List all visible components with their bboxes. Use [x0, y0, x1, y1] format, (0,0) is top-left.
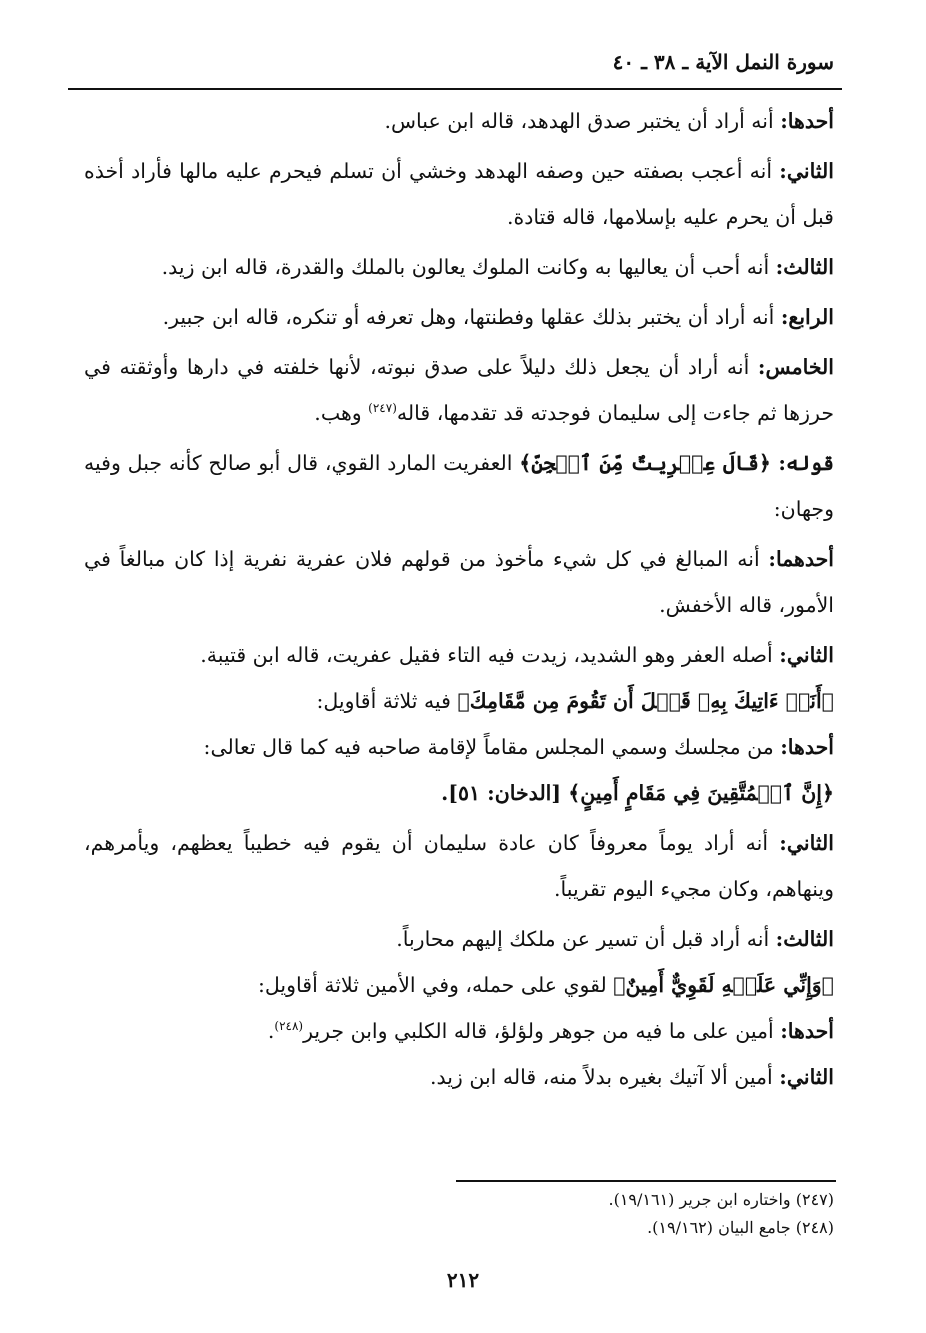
- paragraph-7: [84, 536, 834, 628]
- paragraph-text: أمين ألا آتيك بغيره بدلاً منه، قاله ابن زيد.: [429, 1065, 780, 1089]
- quran-verse: ﴿أَنَا۠ ءَاتِيكَ بِهِۦ قَبۡلَ أَن تَقُومَ مِن مَّقَامِكَ﴾: [457, 689, 834, 713]
- paragraph-text: العفريت المارد القوي، قال أبو صالح كأنه جبل وفيه وجهان:: [84, 451, 834, 521]
- paragraph-lead: الخامس:: [757, 355, 834, 379]
- paragraph-lead: قوله:: [778, 451, 835, 475]
- paragraph-text: أنه أراد يوماً معروفاً كان عادة سليمان أن يقوم فيه خطيباً يعظهم، ويأمرهم، وينهاهم، وكان مجيء اليوم تقريباً.: [84, 831, 834, 901]
- footnote-2: [434, 1214, 834, 1242]
- paragraph-16: [84, 1054, 834, 1100]
- running-header: سورة النمل الآية ـ ٣٨ ـ ٤٠: [612, 50, 834, 74]
- paragraph-9: [84, 678, 834, 724]
- paragraph-lead: الثالث:: [775, 927, 834, 951]
- paragraph-lead: الثاني:: [779, 643, 834, 667]
- paragraph-12: [84, 820, 834, 912]
- paragraph-text: أمين على ما فيه من جوهر ولؤلؤ، قاله الكلبي وابن جرير: [303, 1019, 781, 1043]
- paragraph-text: أنه أراد أن يختبر صدق الهدهد، قاله ابن عباس.: [384, 109, 781, 133]
- paragraph-text: أنه أحب أن يعاليها به وكانت الملوك يعالون بالملك والقدرة، قاله ابن زيد.: [161, 255, 776, 279]
- footnote-number: (٢٤٧): [795, 1190, 834, 1209]
- paragraph-text: أنه المبالغ في كل شيء مأخوذ من قولهم فلان عفرية نفرية إذا كان مبالغاً في الأمور، قاله الأخفش.: [84, 547, 834, 617]
- paragraph-text: أنه أراد قبل أن تسير عن ملكك إليهم محارباً.: [396, 927, 776, 951]
- paragraph-14: [84, 962, 834, 1008]
- footnotes: [434, 1186, 834, 1242]
- paragraph-lead: الثاني:: [779, 1065, 834, 1089]
- footnote-number: (٢٤٨): [795, 1218, 834, 1237]
- paragraph-text: لقوي على حمله، وفي الأمين ثلاثة أقاويل:: [258, 973, 614, 997]
- paragraph-lead: الثالث:: [775, 255, 834, 279]
- paragraph-15: [84, 1008, 834, 1054]
- paragraph-6: [84, 440, 834, 532]
- paragraph-text: أنه أراد أن يجعل ذلك دليلاً على صدق نبوته، لأنها خلفته في دارها وأوثقته في حرزها ثم جاءت إلى سليمان فوجدته قد تقدمها، قاله: [84, 355, 834, 425]
- verse-citation: [الدخان: ٥١].: [441, 781, 569, 805]
- paragraph-text: أنه أراد أن يختبر بذلك عقلها وفطنتها، وهل تعرفه أو تنكره، قاله ابن جبير.: [162, 305, 781, 329]
- quran-verse: ﴿إِنَّ ٱلۡمُتَّقِينَ فِي مَقَامٍ أَمِينٍ﴾: [568, 781, 834, 805]
- body-text: [84, 98, 834, 1100]
- paragraph-lead: الثاني:: [779, 831, 834, 855]
- paragraph-lead: الرابع:: [780, 305, 834, 329]
- footnote-reference: (٢٤٧): [368, 401, 397, 416]
- paragraph-lead: أحدها:: [780, 1019, 834, 1043]
- paragraph-2: [84, 148, 834, 240]
- footnote-rule: [456, 1180, 836, 1182]
- footnote-text: جامع البيان (١٩/١٦٢).: [647, 1218, 796, 1237]
- quran-verse: ﴿وَإِنِّي عَلَيۡهِ لَقَوِيٌّ أَمِينٌ﴾: [613, 973, 834, 997]
- paragraph-text-after: .: [267, 1019, 275, 1043]
- footnote-1: [434, 1186, 834, 1214]
- paragraph-lead: أحدها:: [780, 735, 834, 759]
- paragraph-3: [84, 244, 834, 290]
- footnote-reference: (٢٤٨): [274, 1019, 304, 1034]
- header-rule: [68, 88, 842, 90]
- paragraph-10: [84, 724, 834, 770]
- quran-verse: ﴿قَالَ عِفۡرِيتٌ مِّنَ ٱلۡجِنِّ﴾: [519, 451, 779, 475]
- paragraph-13: [84, 916, 834, 962]
- footnote-text: واختاره ابن جرير (١٩/١٦١).: [608, 1190, 796, 1209]
- paragraph-text: من مجلسك وسمي المجلس مقاماً لإقامة صاحبه فيه كما قال تعالى:: [203, 735, 781, 759]
- paragraph-11: [84, 770, 834, 816]
- paragraph-lead: أحدها:: [780, 109, 834, 133]
- paragraph-8: [84, 632, 834, 678]
- paragraph-lead: الثاني:: [779, 159, 834, 183]
- paragraph-text-after: وهب.: [314, 401, 369, 425]
- paragraph-text: أصله العفر وهو الشديد، زيدت فيه التاء فقيل عفريت، قاله ابن قتيبة.: [200, 643, 780, 667]
- paragraph-lead: أحدهما:: [768, 547, 834, 571]
- paragraph-1: [84, 98, 834, 144]
- paragraph-text: فيه ثلاثة أقاويل:: [316, 689, 458, 713]
- page-number: ٢١٢: [446, 1268, 480, 1292]
- paragraph-4: [84, 294, 834, 340]
- paragraph-5: [84, 344, 834, 436]
- paragraph-text: أنه أعجب بصفته حين وصفه الهدهد وخشي أن تسلم فيحرم عليه مالها فأراد أخذه قبل أن يحرم عليه بإسلامها، قاله قتادة.: [84, 159, 834, 229]
